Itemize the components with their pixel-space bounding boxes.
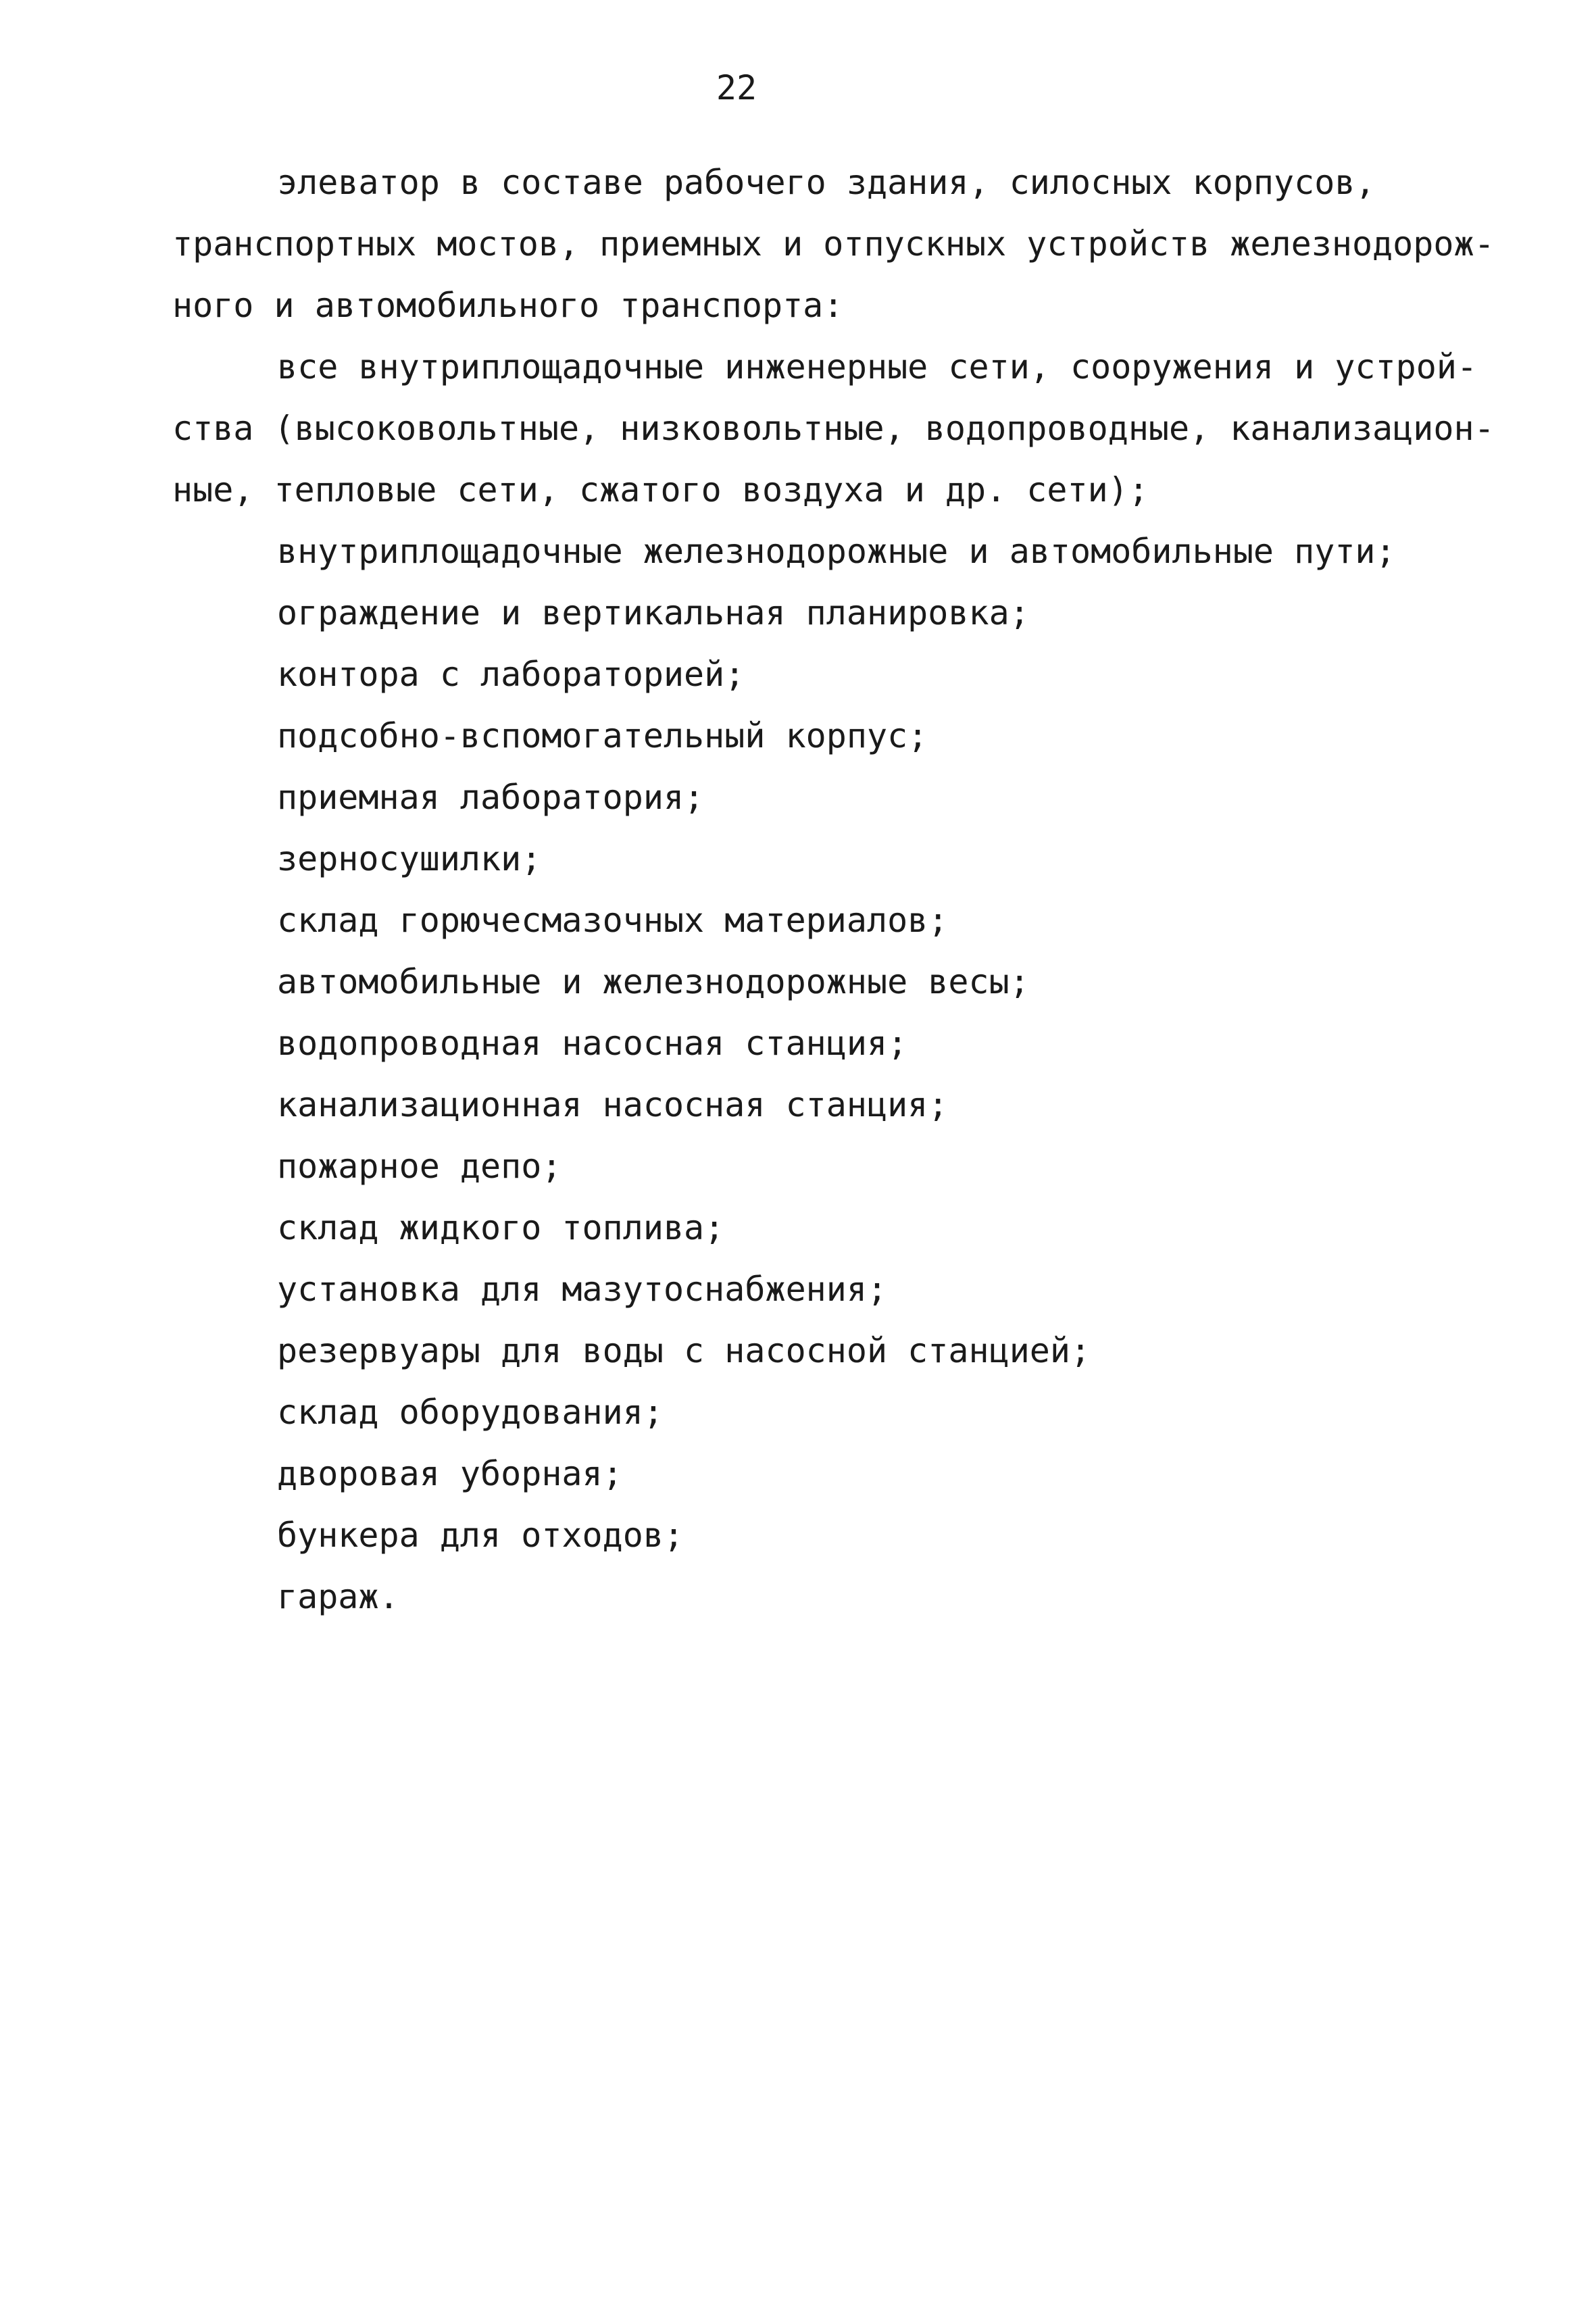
list-item: склад горючесмазочных материалов;	[277, 901, 949, 940]
list-item: резервуары для воды с насосной станцией;	[277, 1331, 1091, 1370]
paragraph-2-line: ства (высоковольтные, низковольтные, водопроводные, канализацион-	[172, 409, 1495, 448]
list-item: водопроводная насосная станция;	[277, 1024, 908, 1063]
list-item: бункера для отходов;	[277, 1516, 684, 1555]
list-item: дворовая уборная;	[277, 1454, 623, 1493]
list-item: контора с лабораторией;	[277, 655, 745, 694]
text-body	[172, 152, 1495, 1628]
paragraph-1-line: элеватор в составе рабочего здания, силосных корпусов,	[277, 163, 1376, 202]
paragraph-2-line: ные, тепловые сети, сжатого воздуха и др. сети);	[172, 470, 1149, 509]
list-item: канализационная насосная станция;	[277, 1085, 949, 1124]
list-item: пожарное депо;	[277, 1147, 562, 1186]
list-item: подсобно-вспомогательный корпус;	[277, 716, 928, 755]
list-item: приемная лаборатория;	[277, 778, 705, 817]
paragraph-2-line: все внутриплощадочные инженерные сети, сооружения и устрой-	[277, 347, 1478, 387]
list-item: автомобильные и железнодорожные весы;	[277, 962, 1030, 1001]
list-item: внутриплощадочные железнодорожные и автомобильные пути;	[277, 532, 1396, 571]
paragraph-1-line: ного и автомобильного транспорта:	[172, 286, 844, 325]
paragraph-1-line: транспортных мостов, приемных и отпускных устройств железнодорож-	[172, 224, 1495, 264]
page-number: 22	[716, 68, 757, 107]
list-item: установка для мазутоснабжения;	[277, 1270, 888, 1309]
list-item: ограждение и вертикальная планировка;	[277, 593, 1030, 632]
list-item: склад оборудования;	[277, 1393, 664, 1432]
list-item: зерносушилки;	[277, 839, 542, 878]
list-item: склад жидкого топлива;	[277, 1208, 725, 1247]
list-item: гараж.	[277, 1577, 399, 1616]
